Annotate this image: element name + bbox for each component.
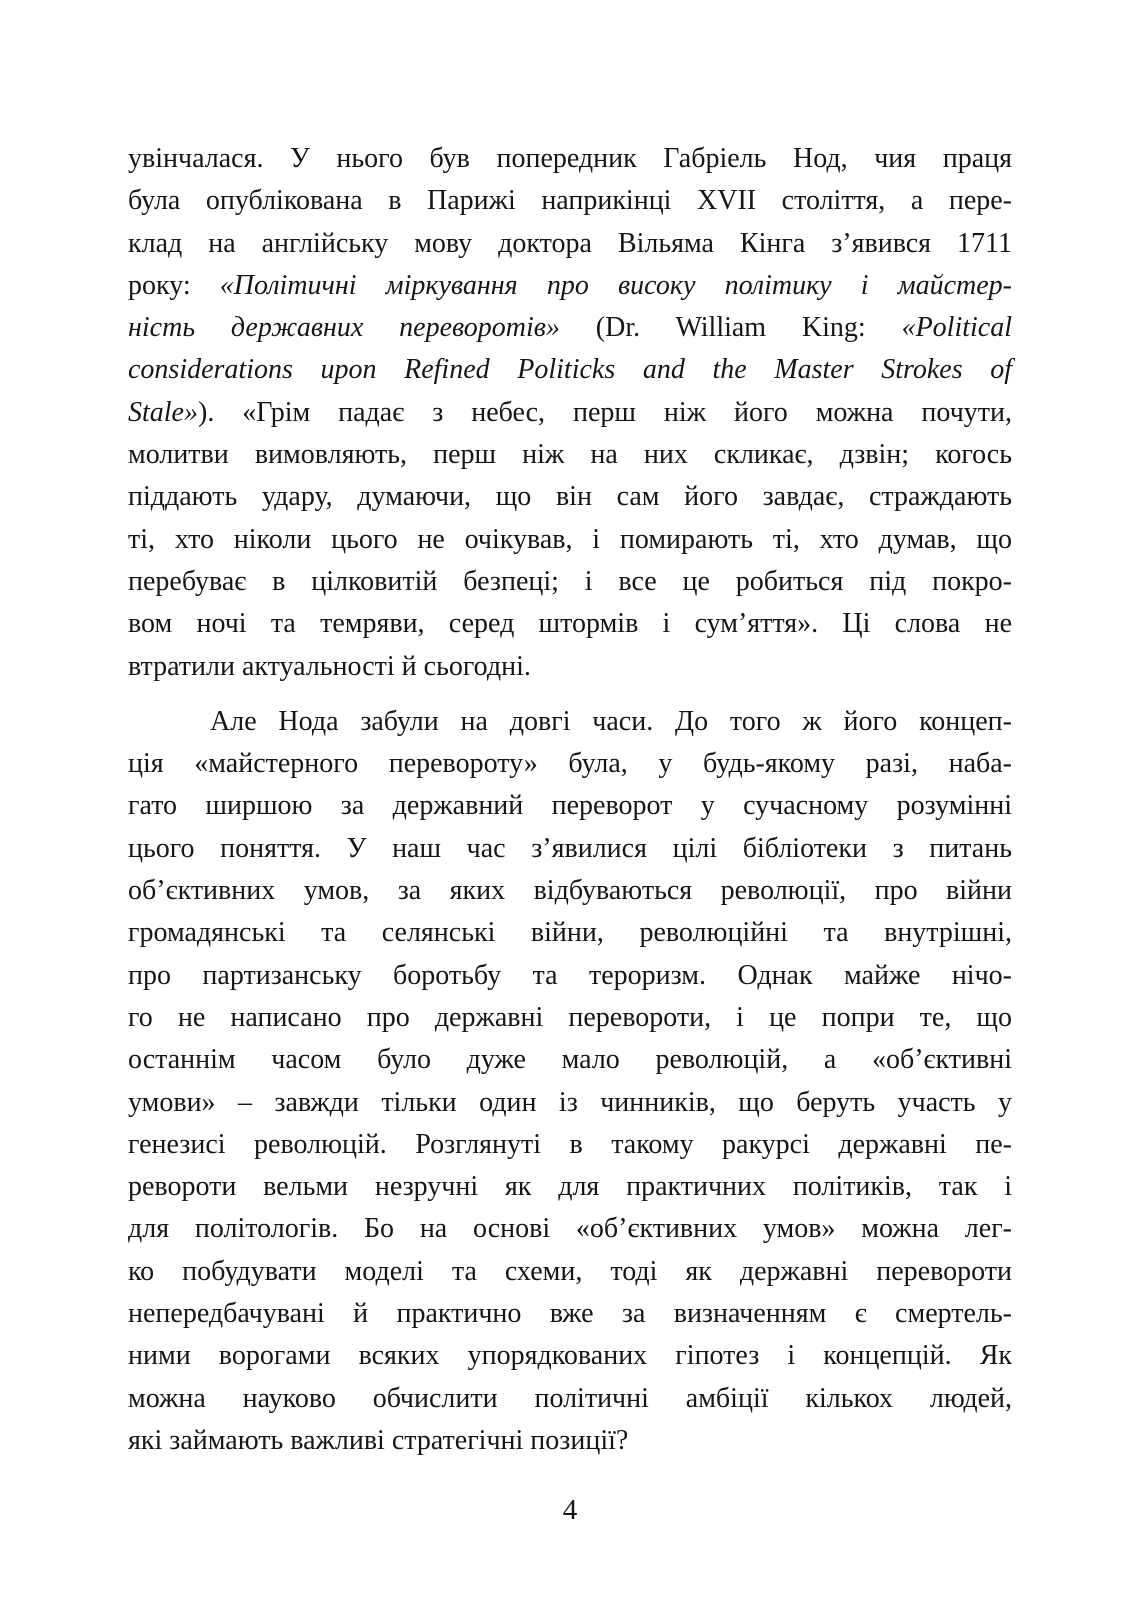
text-segment: «Political [901,312,1012,344]
text-segment: ція «майстерного перевороту» була, у будь-якому разі, наба- [128,748,1012,780]
text-segment: (Dr. William King: [559,312,902,344]
text-segment: ті, хто ніколи цього не очікував, і помирають ті, хто думав, що [128,523,1012,555]
text-line [128,1335,1012,1377]
text-segment: про партизанську боротьбу та тероризм. Однак майже нічо- [128,959,1012,991]
text-line [128,434,1012,476]
text-segment: ними ворогами всяких упорядкованих гіпотез і концепцій. Як [128,1340,1012,1372]
text-line [128,955,1012,997]
text-segment: генезисі революцій. Розглянуті в такому ракурсі державні пе- [128,1128,1012,1160]
text-line [128,307,1012,349]
text-line [128,223,1012,265]
text-line [128,701,1012,743]
text-segment: клад на англійську мову доктора Вільяма Кінга з’явився 1711 [128,227,1012,259]
text-line [128,828,1012,870]
text-segment: об’єктивних умов, за яких відбуваються революції, про війни [128,875,1012,907]
text-line [128,785,1012,827]
text-segment: considerations upon Refined Politicks and the Master Strokes of [128,354,1012,386]
page-number: 4 [562,1494,578,1526]
text-segment: го не написано про державні перевороти, і це попри те, що [128,1001,1012,1033]
text-line [128,476,1012,518]
text-line [128,1293,1012,1335]
text-line [128,392,1012,434]
text-segment: перебуває в цілковитій безпеці; і все це робиться під покро- [128,565,1012,597]
text-line [128,1039,1012,1081]
text-line [128,1166,1012,1208]
text-segment: ревороти вельми незручні як для практичних політиків, так і [128,1171,1012,1203]
text-line [128,265,1012,307]
text-segment: була опублікована в Парижі наприкінці XVII століття, а пере- [128,185,1012,217]
text-segment: ність державних переворотів» [128,312,560,344]
text-segment: молитви вимовляють, перш ніж на них скликає, дзвін; когось [128,439,1012,471]
text-line [128,180,1012,222]
paragraph [128,701,1012,1462]
text-segment: умови» – завжди тільки один із чинників, що беруть участь у [128,1086,1012,1118]
text-segment: які займають важливі стратегічні позиції? [128,1424,629,1456]
text-segment: Але Нода забули на довгі часи. До того ж його концеп- [210,705,1012,737]
text-line [128,1251,1012,1293]
text-segment: непередбачувані й практично вже за визначенням є смертель- [128,1298,1012,1330]
text-segment: цього поняття. У наш час з’явилися цілі бібліотеки з питань [128,832,1012,864]
text-line [128,646,1012,688]
text-line [128,743,1012,785]
text-line [128,349,1012,391]
text-line [128,138,1012,180]
text-segment: вом ночі та темряви, серед штормів і сум’яття». Ці слова не [128,608,1012,640]
text-segment: піддають удару, думаючи, що він сам його завдає, страждають [128,481,1012,513]
text-segment: «Політичні міркування про високу політику і майстер- [219,269,1012,301]
text-line [128,603,1012,645]
text-segment: увінчалася. У нього був попередник Габріель Нод, чия праця [128,143,1012,174]
text-segment: можна науково обчислити політичні амбіції кількох людей, [128,1382,1012,1414]
text-line [128,1378,1012,1420]
text-line [128,561,1012,603]
text-segment: Stale» [128,396,198,428]
text-segment: для політологів. Бо на основі «об’єктивних умов» можна лег- [128,1213,1012,1245]
text-segment: громадянські та селянські війни, революційні та внутрішні, [128,917,1012,949]
text-line [128,519,1012,561]
text-segment: втратили актуальності й сьогодні. [128,650,531,682]
text-line [128,997,1012,1039]
text-line [128,1082,1012,1124]
text-line [128,912,1012,954]
text-segment: останнім часом було дуже мало революцій, а «об’єктивні [128,1044,1012,1076]
text-line [128,870,1012,912]
text-line [128,1124,1012,1166]
text-segment: гато ширшою за державний переворот у сучасному розумінні [128,790,1012,822]
text-segment: ко побудувати моделі та схеми, тоді як державні перевороти [128,1255,1012,1287]
text-segment: ). «Грім падає з небес, перш ніж його можна почути, [198,396,1012,428]
paragraph [128,138,1012,688]
text-segment: року: [128,269,220,301]
text-line [128,1208,1012,1250]
page-text [128,138,1012,1462]
text-line [128,1420,1012,1462]
